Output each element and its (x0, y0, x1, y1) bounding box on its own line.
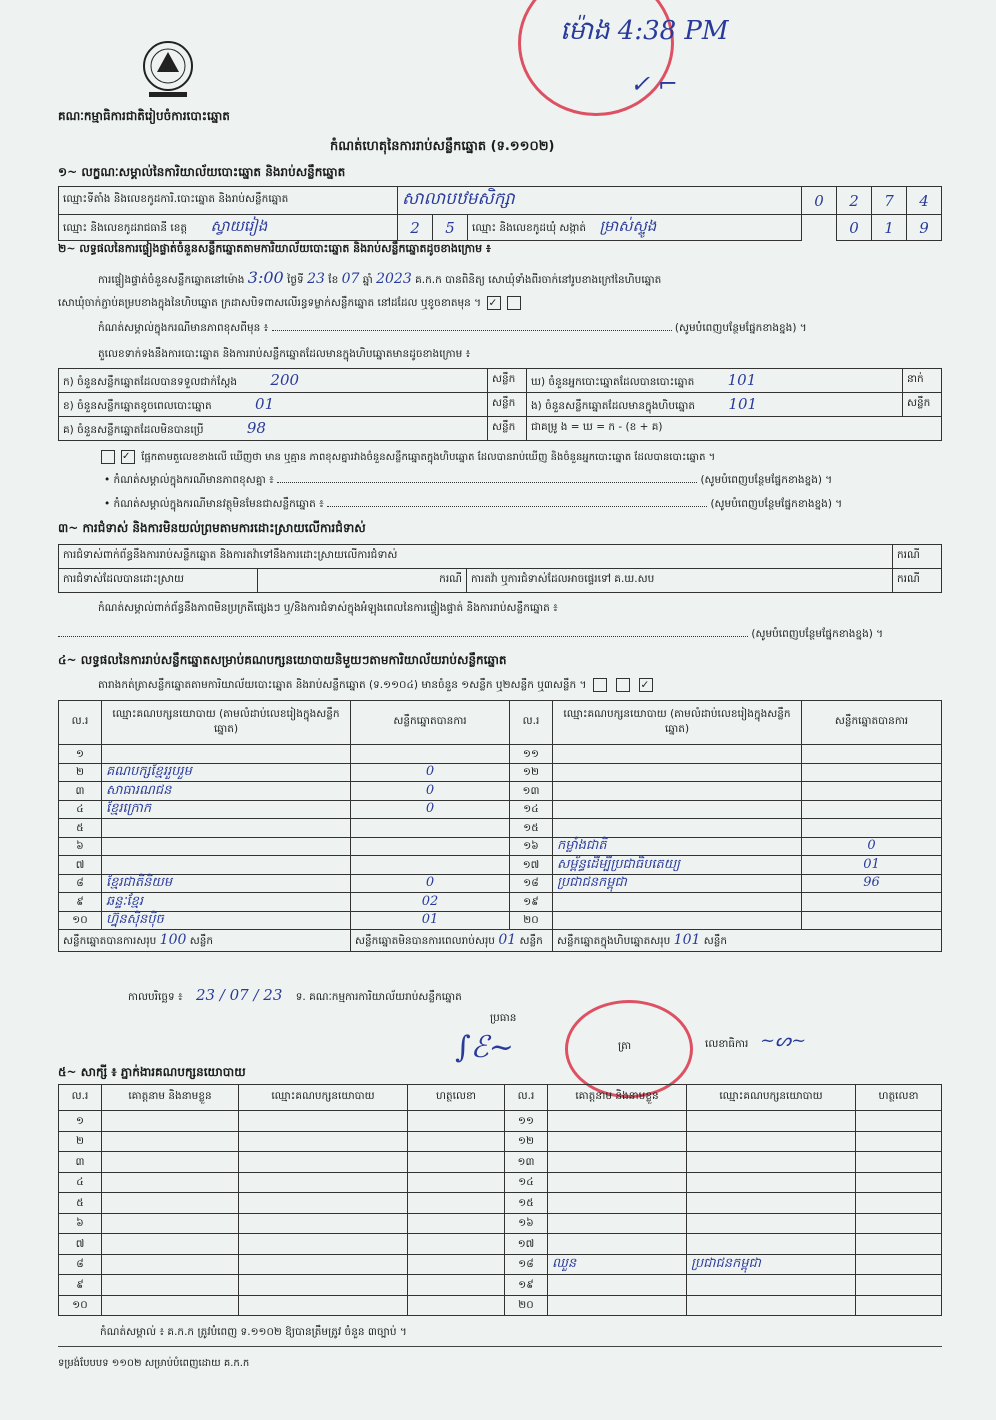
sum-total-value: 101 (673, 931, 701, 948)
verification-line-2: សោឃុំចាក់ភ្ជាប់គម្របខាងក្នុងនៃហិបឆ្នោត ក្រដាសបិទពាសលើរន្ធទម្លាក់សន្លឹកឆ្នោត នៅដដែល ឬខូចខាតមុន ។ ✓ (58, 296, 524, 312)
party-votes (802, 819, 942, 838)
row-no: ៤ (59, 1172, 102, 1193)
witness-signature (856, 1234, 942, 1255)
table-row (59, 1254, 942, 1275)
party-name: សម្ព័ន្ធដើម្បីប្រជាធិបតេយ្យ (553, 856, 802, 875)
table-row (59, 1172, 942, 1193)
witness-name (102, 1131, 239, 1152)
party-name (553, 800, 802, 819)
row-no: ៨ (59, 874, 102, 893)
checkbox-unchanged[interactable]: ✓ (487, 296, 501, 310)
witness-signature (856, 1213, 942, 1234)
row-no: ១៧ (510, 856, 553, 875)
row-no: ១៩ (505, 1275, 548, 1296)
witness-name (102, 1111, 239, 1132)
party-votes (351, 819, 510, 838)
unit-sheet-ng: សន្លឹក (903, 393, 942, 417)
checkbox-1-sheet[interactable] (593, 678, 607, 692)
section-3-note: កំណត់សម្គាល់ពាក់ព័ន្ធនឹងភាពមិនប្រក្រតីផ្សេងៗ ឬ/និងការជំទាស់ក្នុងអំឡុងពេលនៃការផ្ទៀងផ្ទាត់ និងការរាប់សន្លឹកឆ្នោត ៖ (98, 602, 558, 614)
witness-party (239, 1254, 408, 1275)
checkbox-has-diff[interactable] (101, 450, 115, 464)
row-no: ៥ (59, 819, 102, 838)
row-no: ១១ (510, 745, 553, 764)
party-votes (802, 745, 942, 764)
row-no: ៨ (59, 1254, 102, 1275)
witness-signature (408, 1111, 505, 1132)
col-votes-right: សន្លឹកឆ្នោតបានការ (802, 701, 942, 745)
row-no: ១៤ (505, 1172, 548, 1193)
witness-signature (408, 1131, 505, 1152)
row-no: ១៨ (505, 1254, 548, 1275)
party-name (553, 911, 802, 930)
party-name (553, 782, 802, 801)
table-row (59, 1131, 942, 1152)
party-name (553, 763, 802, 782)
location-code-3: 7 (872, 187, 907, 215)
party-votes: 96 (802, 874, 942, 893)
table-row (59, 745, 942, 764)
party-votes (802, 782, 942, 801)
party-votes (802, 911, 942, 930)
province-code-2: 5 (433, 215, 468, 241)
row-no: ៥ (59, 1193, 102, 1214)
witness-table (58, 1084, 942, 1316)
party-votes: 0 (351, 874, 510, 893)
commune-code-1: 0 (837, 215, 872, 241)
party-votes (351, 837, 510, 856)
witness-name (548, 1234, 687, 1255)
formula: ជាគម្រូ ង = ឃ = ក - (ខ + គ) (527, 417, 942, 441)
row-no: ១៣ (505, 1152, 548, 1173)
results-table (58, 700, 942, 952)
party-name: ខ្មែរក្រោក (102, 800, 351, 819)
row-no: ១៦ (505, 1213, 548, 1234)
table-row (59, 782, 942, 801)
row-no: ៤ (59, 800, 102, 819)
witness-body (59, 1111, 942, 1316)
section-3-note-dots: (សូមបំពេញបន្ថែមផ្នែកខាងខ្នង) ។ (58, 628, 942, 643)
col-party-left: ឈ្មោះគណបក្សនយោបាយ (តាមលំដាប់លេខរៀងក្នុងសន្លឹកឆ្នោត) (102, 701, 351, 745)
case-2: ករណី (258, 569, 467, 593)
row-no: ៧ (59, 856, 102, 875)
witness-party (239, 1111, 408, 1132)
witness-name (548, 1213, 687, 1234)
row-no: ៦ (59, 1213, 102, 1234)
party-votes: 02 (351, 893, 510, 912)
figure-k: ក) ចំនួនសន្លឹកឆ្នោតដែលបានទទួលជាក់ស្តែង 200 (59, 369, 488, 393)
witness-name (102, 1254, 239, 1275)
w-col-no-left: ល.រ (59, 1085, 102, 1111)
col-no-left: ល.រ (59, 701, 102, 745)
w-col-no-right: ល.រ (505, 1085, 548, 1111)
party-name: ហ្វ៊ុនស៊ិនប៉ិច (102, 911, 351, 930)
witness-signature (408, 1254, 505, 1275)
witness-party (239, 1295, 408, 1316)
table-row (59, 1295, 942, 1316)
location-code-1: 0 (802, 187, 837, 215)
discrepancy-line: ✓ ផ្អែកតាមតួលេខខាងលើ ឃើញថា មាន ឬគ្មាន ភាពខុសគ្នារវាងចំនួនសន្លឹកឆ្នោតក្នុងហិបឆ្នោត ដែលបានរាប់ឃើញ និងចំនួនអ្នកបោះឆ្នោត ដែលបានបោះឆ្នោត ។ (98, 450, 948, 465)
row-no: ១៧ (505, 1234, 548, 1255)
unit-sheet-g: សន្លឹក (488, 417, 527, 441)
unit-sheet-kh: សន្លឹក (488, 393, 527, 417)
witness-name (102, 1152, 239, 1173)
row-no: ២ (59, 763, 102, 782)
row-no: ៣ (59, 782, 102, 801)
objection-transferred: ការតវ៉ា ឬការជំទាស់ដែលអាចផ្ទេរទៅ គ.ឃ.សប (467, 569, 893, 593)
commune-cell: ឈ្មោះ និងលេខកូដឃុំ សង្កាត់ ម្រាស់ស្ទូង (468, 215, 802, 241)
sum-valid: សន្លឹកឆ្នោតបានការសរុប 100 សន្លឹក (59, 930, 351, 952)
row-no: ១ (59, 745, 102, 764)
witness-name (102, 1295, 239, 1316)
w-col-name-right: គោត្តនាម និងនាមខ្លួន (548, 1085, 687, 1111)
witness-party (239, 1213, 408, 1234)
witness-name (548, 1131, 687, 1152)
witness-signature (856, 1152, 942, 1173)
figure-gh: ឃ) ចំនួនអ្នកបោះឆ្នោតដែលបានបោះឆ្នោត 101 (527, 369, 903, 393)
witness-party (687, 1193, 856, 1214)
party-name (553, 893, 802, 912)
stamp-label: ត្រា (618, 1040, 632, 1052)
row-no: ១ (59, 1111, 102, 1132)
location-code-4: 4 (907, 187, 942, 215)
sum-total: សន្លឹកឆ្នោតក្នុងហិបឆ្នោតសរុប 101 សន្លឹក (553, 930, 942, 952)
checkbox-damaged[interactable] (507, 296, 521, 310)
checkbox-2-sheet[interactable] (616, 678, 630, 692)
table-row (59, 1275, 942, 1296)
witness-signature (408, 1193, 505, 1214)
figure-gh-value: 101 (727, 370, 757, 389)
row-no: ២០ (505, 1295, 548, 1316)
verify-year: 2023 (376, 271, 412, 287)
section-1-table (58, 186, 942, 241)
row-no: ១០ (59, 911, 102, 930)
row-no: ១២ (505, 1131, 548, 1152)
handwritten-signature-top: ✓ ⌐ (630, 70, 678, 98)
party-name (553, 819, 802, 838)
party-name (102, 745, 351, 764)
objections-table (58, 544, 942, 593)
row-no: ៣ (59, 1152, 102, 1173)
verification-line-1: ការផ្ទៀងផ្ទាត់ចំនួនសន្លឹកឆ្នោតនៅម៉ោង 3:00 ថ្ងៃទី 23 ខែ 07 ឆ្នាំ 2023 គ.ក.ក បានពិនិត្យ សោឃុំទាំងពីរចាក់នៅរូបខាងក្រៅនៃហិបឆ្នោត (98, 268, 662, 287)
party-votes (802, 763, 942, 782)
province-label: ឈ្មោះ និងលេខកូដរាជធានី ខេត្ត ស្វាយរៀង (59, 215, 398, 241)
party-name: ប្រជាជនកម្ពុជា (553, 874, 802, 893)
witness-signature (856, 1275, 942, 1296)
table-row (59, 911, 942, 930)
bullet-note-1: • កំណត់សម្គាល់ក្នុងករណីមានភាពខុសគ្នា ៖ (សូមបំពេញបន្ថែមផ្នែកខាងខ្នង) ។ (104, 474, 833, 486)
witness-name (548, 1275, 687, 1296)
party-name (102, 856, 351, 875)
results-body (59, 745, 942, 930)
witness-name (548, 1193, 687, 1214)
witness-signature (856, 1295, 942, 1316)
witness-name (548, 1111, 687, 1132)
form-title: កំណត់ហេតុនៃការរាប់សន្លឹកឆ្នោត (ទ.១១០២) (330, 139, 555, 154)
table-row (59, 1234, 942, 1255)
col-no-right: ល.រ (510, 701, 553, 745)
row-no: ២០ (510, 911, 553, 930)
figure-g: គ) ចំនួនសន្លឹកឆ្នោតដែលមិនបានប្រើ 98 (59, 417, 488, 441)
table-row (59, 1193, 942, 1214)
section-5-title: ៥~ សាក្សី ៖ ភ្នាក់ងារគណបក្សនយោបាយ (58, 1065, 246, 1079)
note-difference-line: កំណត់សម្គាល់ក្នុងករណីមានភាពខុសពីមុន ៖ (សូមបំពេញបន្ថែមផ្នែកខាងខ្នង) ។ (98, 322, 807, 334)
verify-day: 23 (307, 271, 325, 287)
sum-valid-value: 100 (159, 931, 187, 948)
party-votes (351, 856, 510, 875)
table-row (59, 856, 942, 875)
emblem-logo (135, 38, 201, 100)
row-no: ១៥ (505, 1193, 548, 1214)
w-col-party-right: ឈ្មោះគណបក្សនយោបាយ (687, 1085, 856, 1111)
witness-party (687, 1131, 856, 1152)
table-row (59, 837, 942, 856)
witness-signature (408, 1213, 505, 1234)
witness-signature (856, 1254, 942, 1275)
witness-signature (408, 1172, 505, 1193)
figure-kh: ខ) ចំនួនសន្លឹកឆ្នោតខូចពេលបោះឆ្នោត 01 (59, 393, 488, 417)
province-code-1: 2 (398, 215, 433, 241)
figure-ng-value: 101 (728, 394, 758, 413)
witness-signature (856, 1111, 942, 1132)
witness-name (102, 1275, 239, 1296)
figures-table (58, 368, 942, 441)
case-1: ករណី (893, 545, 942, 569)
row-no: ១៥ (510, 819, 553, 838)
witness-signature (408, 1295, 505, 1316)
verify-time: 3:00 (247, 268, 284, 287)
commune-code-3: 9 (907, 215, 942, 241)
row-no: ១៩ (510, 893, 553, 912)
table-row (59, 1111, 942, 1132)
table-row (59, 1213, 942, 1234)
secretary-signature: ~ᔕ~ (760, 1030, 807, 1051)
witness-party (239, 1275, 408, 1296)
figure-ng: ង) ចំនួនសន្លឹកឆ្នោតដែលមានក្នុងហិបឆ្នោត 101 (527, 393, 903, 417)
w-col-sign-right: ហត្ថលេខា (856, 1085, 942, 1111)
party-votes: 0 (802, 837, 942, 856)
witness-signature (408, 1275, 505, 1296)
sum-invalid: សន្លឹកឆ្នោតមិនបានការពេលរាប់សរុប 01 សន្លឹក (351, 930, 553, 952)
handwritten-time-note: ម៉ោង 4:38 PM (560, 16, 729, 46)
party-votes: 01 (351, 911, 510, 930)
section-1-title: ១~ លក្ខណៈសម្គាល់នៃការិយាល័យបោះឆ្នោត និងរាប់សន្លឹកឆ្នោត (58, 165, 346, 179)
witness-party (687, 1295, 856, 1316)
witness-party (687, 1275, 856, 1296)
col-votes-left: សន្លឹកឆ្នោតបានការ (351, 701, 510, 745)
table-row (59, 800, 942, 819)
row-no: ១៣ (510, 782, 553, 801)
witness-party (239, 1131, 408, 1152)
section-2-title: ២~ លទ្ធផលនៃការផ្ទៀងផ្ទាត់ចំនួនសន្លឹកឆ្នោតតាមការិយាល័យបោះឆ្នោត និងរាប់សន្លឹកឆ្នោតដូចខាងក្រោម ៖ (58, 242, 491, 255)
witness-signature (408, 1152, 505, 1173)
footer-divider (58, 1346, 942, 1347)
row-no: ៩ (59, 893, 102, 912)
checkbox-3-sheet[interactable]: ✓ (639, 678, 653, 692)
location-value: សាលាបឋមសិក្សា (398, 187, 802, 215)
row-no: ១៨ (510, 874, 553, 893)
witness-party (687, 1172, 856, 1193)
witness-party: ប្រជាជនកម្ពុជា (687, 1254, 856, 1275)
figure-k-value: 200 (270, 370, 300, 389)
col-party-right: ឈ្មោះគណបក្សនយោបាយ (តាមលំដាប់លេខរៀងក្នុងសន្លឹកឆ្នោត) (553, 701, 802, 745)
row-no: ៩ (59, 1275, 102, 1296)
w-col-name-left: គោត្តនាម និងនាមខ្លួន (102, 1085, 239, 1111)
figure-g-value: 98 (246, 418, 266, 437)
case-3: ករណី (893, 569, 942, 593)
row-no: ៧ (59, 1234, 102, 1255)
verify-month: 07 (341, 271, 360, 287)
section-4-title: ៤~ លទ្ធផលនៃការរាប់សន្លឹកឆ្នោតសម្រាប់គណបក្សនយោបាយនិមួយៗតាមការិយាល័យរាប់សន្លឹកឆ្នោត (58, 653, 507, 667)
row-no: ២ (59, 1131, 102, 1152)
witness-party (239, 1193, 408, 1214)
party-name: ខ្មែរជាតិនិយម (102, 874, 351, 893)
unit-person: នាក់ (903, 369, 942, 393)
checkbox-no-diff[interactable]: ✓ (121, 450, 135, 464)
table-row (59, 819, 942, 838)
party-votes (802, 800, 942, 819)
witness-name (548, 1295, 687, 1316)
figures-intro: តួលេខទាក់ទងនឹងការបោះឆ្នោត និងការរាប់សន្លឹកឆ្នោតដែលមានក្នុងហិបឆ្នោតមានដូចខាងក្រោម ៖ (98, 348, 471, 360)
witness-name (102, 1213, 239, 1234)
objection-row-1: ការជំទាស់ពាក់ព័ន្ធនឹងការរាប់សន្លឹកឆ្នោត និងការតវ៉ាទៅនឹងការដោះស្រាយលើការជំទាស់ (59, 545, 893, 569)
witness-party (687, 1152, 856, 1173)
witness-party (239, 1152, 408, 1173)
witness-signature (856, 1172, 942, 1193)
secretary-label: លេខាធិការ (705, 1038, 749, 1050)
commune-value: ម្រាស់ស្ទូង (599, 216, 657, 235)
row-no: ១៤ (510, 800, 553, 819)
footer-note: កំណត់សម្គាល់ ៖ គ.ក.ក ត្រូវបំពេញ ទ.១១០២ ឱ្យបានត្រឹមត្រូវ ចំនួន ៣ច្បាប់ ។ (100, 1326, 407, 1338)
witness-name (548, 1152, 687, 1173)
row-no: ១០ (59, 1295, 102, 1316)
bullet-note-2: • កំណត់សម្គាល់ក្នុងករណីមានវត្ថុមិនមែនជាសន្លឹកឆ្នោត ៖ (សូមបំពេញបន្ថែមផ្នែកខាងខ្នង) ។ (104, 498, 843, 510)
date-line: កាលបរិច្ឆេទ ៖ 23 / 07 / 23 ទ. គណៈកម្មការការិយាល័យរាប់សន្លឹកឆ្នោត (128, 986, 462, 1004)
witness-party (687, 1213, 856, 1234)
party-votes (351, 745, 510, 764)
party-name (102, 819, 351, 838)
date-value: 23 / 07 / 23 (195, 986, 283, 1004)
party-votes: 01 (802, 856, 942, 875)
party-votes (802, 893, 942, 912)
w-col-sign-left: ហត្ថលេខា (408, 1085, 505, 1111)
party-name: ឆន្ទៈខ្មែរ (102, 893, 351, 912)
party-votes: 0 (351, 782, 510, 801)
party-name: គណបក្សខ្មែររួបរួម (102, 763, 351, 782)
section-3-title: ៣~ ការជំទាស់ និងការមិនយល់ព្រមតាមការដោះស្រាយលើការជំទាស់ (58, 521, 366, 535)
location-code-2: 2 (837, 187, 872, 215)
row-no: ១១ (505, 1111, 548, 1132)
witness-party (687, 1111, 856, 1132)
witness-signature (856, 1193, 942, 1214)
witness-name (102, 1193, 239, 1214)
chair-signature: ∫ℰ~ (455, 1030, 514, 1065)
table-row (59, 1152, 942, 1173)
unit-sheet-k: សន្លឹក (488, 369, 527, 393)
party-name: កម្លាំងជាតិ (553, 837, 802, 856)
witness-signature (856, 1131, 942, 1152)
section-4-intro: តារាងកត់ត្រាសន្លឹកឆ្នោតតាមការិយាល័យបោះឆ្នោត និងរាប់សន្លឹកឆ្នោត (ទ.១១០៤) មានចំនួន ១សន្លឹក ឬ២សន្លឹក ឬ៣សន្លឹក ។ ✓ (98, 678, 656, 694)
witness-name: ឈួន (548, 1254, 687, 1275)
witness-name (102, 1234, 239, 1255)
party-name: សាធារណជន (102, 782, 351, 801)
witness-signature (408, 1234, 505, 1255)
party-name (553, 745, 802, 764)
objection-resolved: ការជំទាស់ដែលបានដោះស្រាយ (59, 569, 258, 593)
row-no: ១២ (510, 763, 553, 782)
party-votes: 0 (351, 763, 510, 782)
commune-code-2: 1 (872, 215, 907, 241)
table-row (59, 874, 942, 893)
org-name: គណៈកម្មាធិការជាតិរៀបចំការបោះឆ្នោត (58, 109, 230, 123)
witness-name (548, 1172, 687, 1193)
party-name (102, 837, 351, 856)
witness-party (687, 1234, 856, 1255)
witness-name (102, 1172, 239, 1193)
witness-party (239, 1172, 408, 1193)
table-row (59, 893, 942, 912)
table-row (59, 763, 942, 782)
row-no: ៦ (59, 837, 102, 856)
witness-party (239, 1234, 408, 1255)
sum-invalid-value: 01 (498, 931, 517, 948)
province-value: ស្វាយរៀង (210, 216, 268, 235)
footer-form: ទម្រង់បែបបទ ១១០២ សម្រាប់បំពេញដោយ គ.ក.ក (58, 1358, 250, 1369)
party-votes: 0 (351, 800, 510, 819)
w-col-party-left: ឈ្មោះគណបក្សនយោបាយ (239, 1085, 408, 1111)
figure-kh-value: 01 (255, 394, 275, 413)
location-label: ឈ្មោះទីតាំង និងលេខកូដការិ.បោះឆ្នោត និងរាប់សន្លឹកឆ្នោត (59, 187, 398, 215)
chair-label: ប្រធាន (490, 1012, 517, 1024)
row-no: ១៦ (510, 837, 553, 856)
